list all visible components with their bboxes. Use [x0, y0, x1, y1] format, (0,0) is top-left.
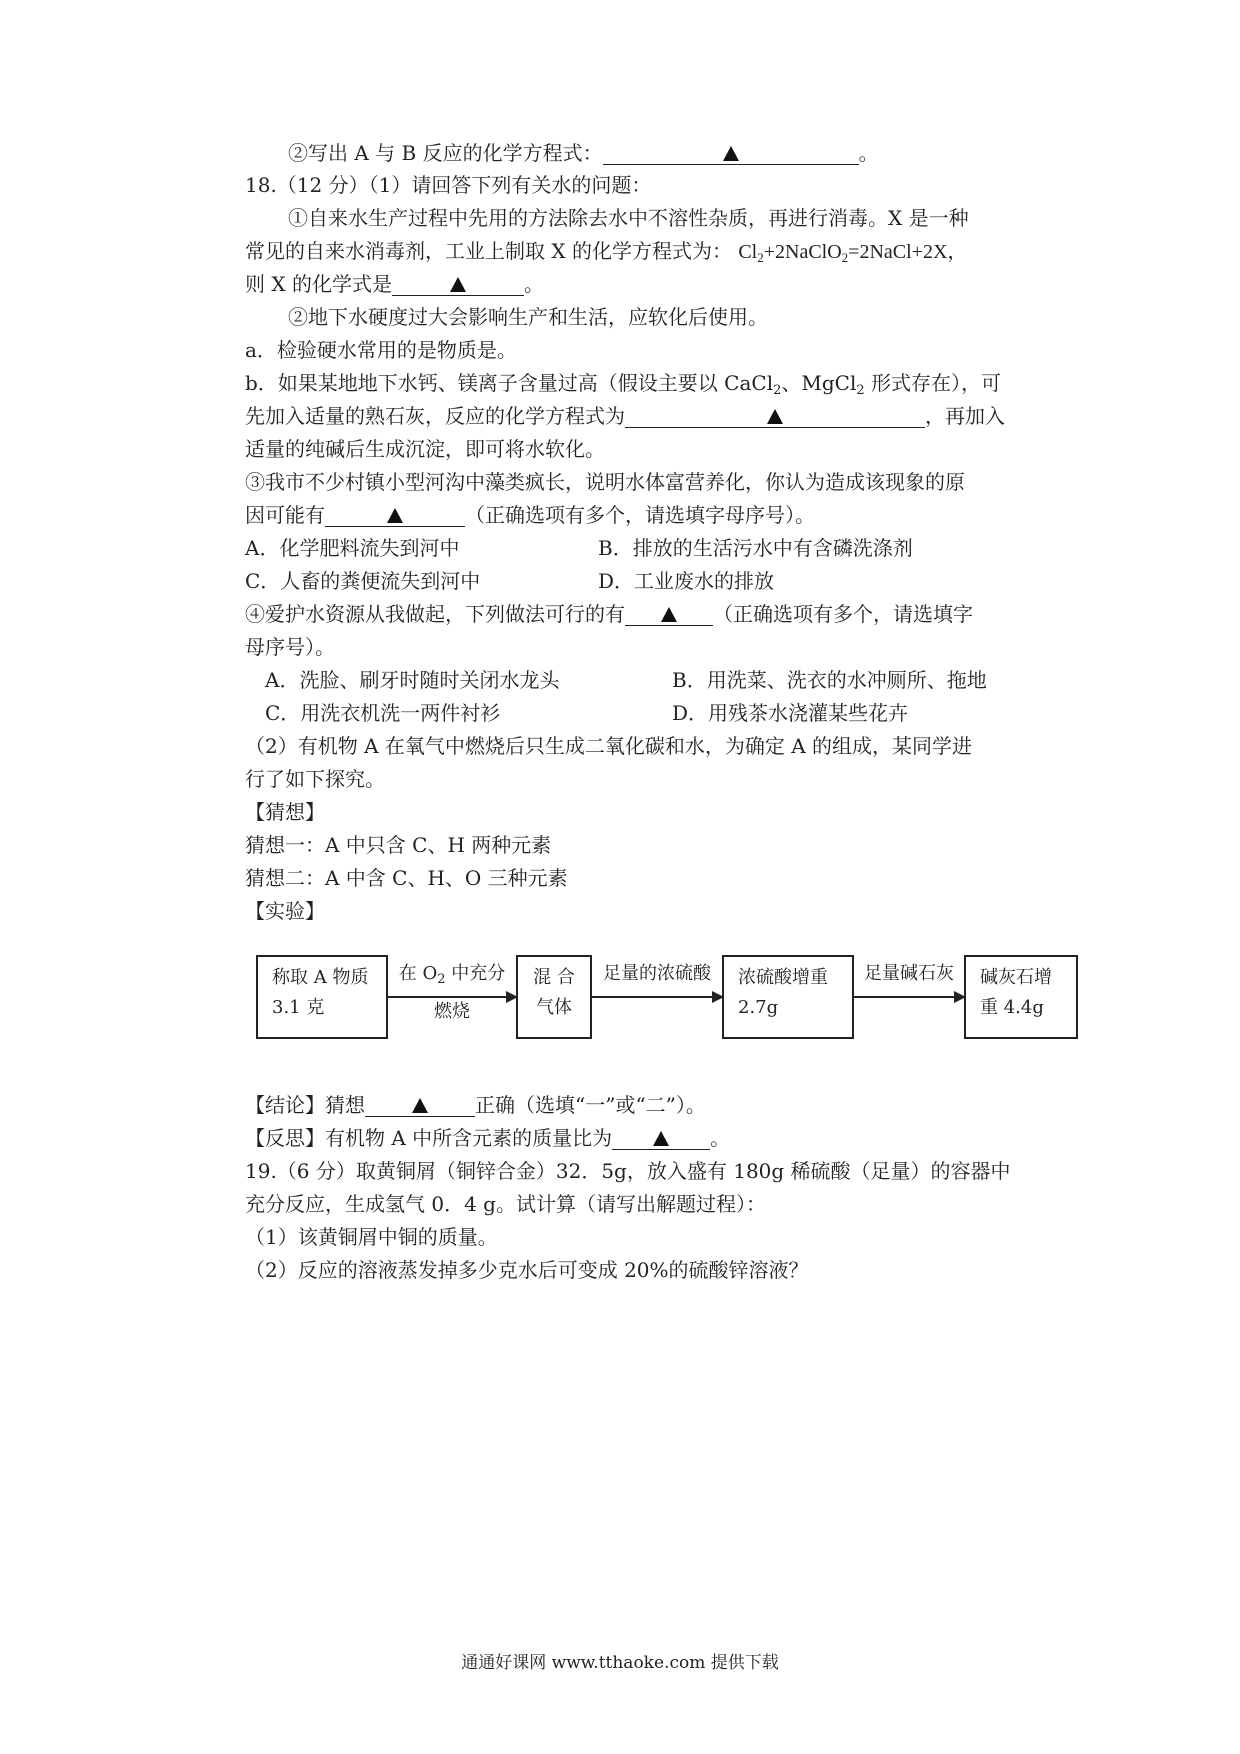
paragraph: a．检验硬水常用的是物质是。	[245, 338, 517, 362]
page-footer: 通通好课网 www.tthaoke.com 提供下载	[461, 1653, 779, 1673]
flow-arrow-label: 在 $O_2$ 中充分	[398, 963, 506, 987]
answer-blank[interactable]	[625, 405, 925, 428]
paragraph: ④爱护水资源从我做起，下列做法可行的有 （正确选项有多个，请选填字	[245, 602, 973, 626]
paragraph: 先加入适量的熟石灰，反应的化学方程式为 ，再加入	[245, 404, 1005, 428]
paragraph: ②地下水硬度过大会影响生产和生活，应软化后使用。	[288, 305, 768, 329]
flow-arrow-label: 足量碱石灰	[864, 963, 954, 984]
paragraph: （2）反应的溶液蒸发掉多少克水后可变成 20%的硫酸锌溶液？	[245, 1258, 809, 1282]
paragraph: 母序号）。	[245, 635, 335, 659]
answer-blank[interactable]	[612, 1127, 710, 1150]
flow-arrow-label: 燃烧	[434, 1001, 470, 1022]
triangle-icon	[387, 508, 403, 523]
flow-arrow-label: 足量的浓硫酸	[603, 963, 711, 984]
triangle-icon	[653, 1131, 669, 1146]
triangle-icon	[450, 277, 466, 292]
paragraph: 行了如下探究。	[245, 767, 385, 791]
paragraph: 因可能有 （正确选项有多个，请选填字母序号）。	[245, 503, 815, 527]
flow-box-gas: 混 合 气体	[516, 955, 592, 1039]
question-line: ②写出 A 与 B 反应的化学方程式： 。	[288, 141, 879, 165]
flow-box-sodalime: 碱灰石增 重 4.4g	[964, 955, 1078, 1039]
option-b: B．用洗菜、洗衣的水冲厕所、拖地	[672, 668, 987, 692]
paragraph: 适量的纯碱后生成沉淀，即可将水软化。	[245, 437, 605, 461]
option-d: D．用残茶水浇灌某些花卉	[672, 701, 909, 725]
section-heading: 【实验】	[245, 899, 325, 923]
option-a: A．洗脸、刷牙时随时关闭水龙头	[265, 668, 560, 692]
paragraph: 【结论】猜想 正确（选填“一”或“二”）。	[245, 1093, 706, 1117]
paragraph: b．如果某地地下水钙、镁离子含量过高（假设主要以 CaCl$_2$、MgCl$_2$ 形式存在），可	[245, 371, 1001, 398]
triangle-icon	[767, 409, 783, 424]
option-c: C．用洗衣机洗一两件衬衫	[265, 701, 501, 725]
section-heading: 【猜想】	[245, 800, 325, 824]
paragraph: 充分反应，生成氢气 0．4 g。试计算（请写出解题过程）：	[245, 1192, 766, 1216]
answer-blank[interactable]	[365, 1094, 475, 1117]
flow-arrow	[854, 996, 964, 998]
option-b: B．排放的生活污水中有含磷洗涤剂	[598, 536, 913, 560]
paragraph: 则 X 的化学式是 。	[245, 272, 544, 296]
answer-blank[interactable]	[625, 603, 713, 626]
option-a: A．化学肥料流失到河中	[245, 536, 460, 560]
flow-box-sulfuric: 浓硫酸增重 2.7g	[722, 955, 854, 1039]
answer-blank[interactable]	[392, 273, 524, 296]
question-19-title: 19.（6 分）取黄铜屑（铜锌合金）32．5g，放入盛有 180g 稀硫酸（足量）的容器中	[245, 1159, 1011, 1183]
answer-blank[interactable]	[603, 142, 859, 165]
paragraph: 猜想二：A 中含 C、H、O 三种元素	[245, 866, 568, 890]
option-c: C．人畜的粪便流失到河中	[245, 569, 481, 593]
triangle-icon	[412, 1098, 428, 1113]
paragraph: ③我市不少村镇小型河沟中藻类疯长，说明水体富营养化，你认为造成该现象的原	[245, 470, 965, 494]
question-18-title: 18.（12 分）（1）请回答下列有关水的问题：	[245, 173, 652, 197]
paragraph: （2）有机物 A 在氧气中燃烧后只生成二氧化碳和水，为确定 A 的组成，某同学进	[245, 734, 973, 758]
paragraph: 猜想一：A 中只含 C、H 两种元素	[245, 833, 552, 857]
flow-arrow	[592, 996, 722, 998]
flow-box-weigh: 称取 A 物质 3.1 克	[256, 955, 388, 1039]
flow-arrow	[388, 996, 516, 998]
answer-blank[interactable]	[325, 504, 465, 527]
paragraph: （1）该黄铜屑中铜的质量。	[245, 1225, 498, 1249]
paragraph: ①自来水生产过程中先用的方法除去水中不溶性杂质，再进行消毒。X 是一种	[288, 206, 969, 230]
triangle-icon	[661, 607, 677, 622]
triangle-icon	[723, 146, 739, 161]
equation: $Cl_2+2NaClO_2=2NaCl+2X$，	[738, 241, 968, 265]
paragraph: 常见的自来水消毒剂，工业上制取 X 的化学方程式为： $Cl_2+2NaClO_2=2NaCl+2X$，	[245, 239, 968, 265]
paragraph: 【反思】有机物 A 中所含元素的质量比为 。	[245, 1126, 731, 1150]
option-d: D．工业废水的排放	[598, 569, 775, 593]
